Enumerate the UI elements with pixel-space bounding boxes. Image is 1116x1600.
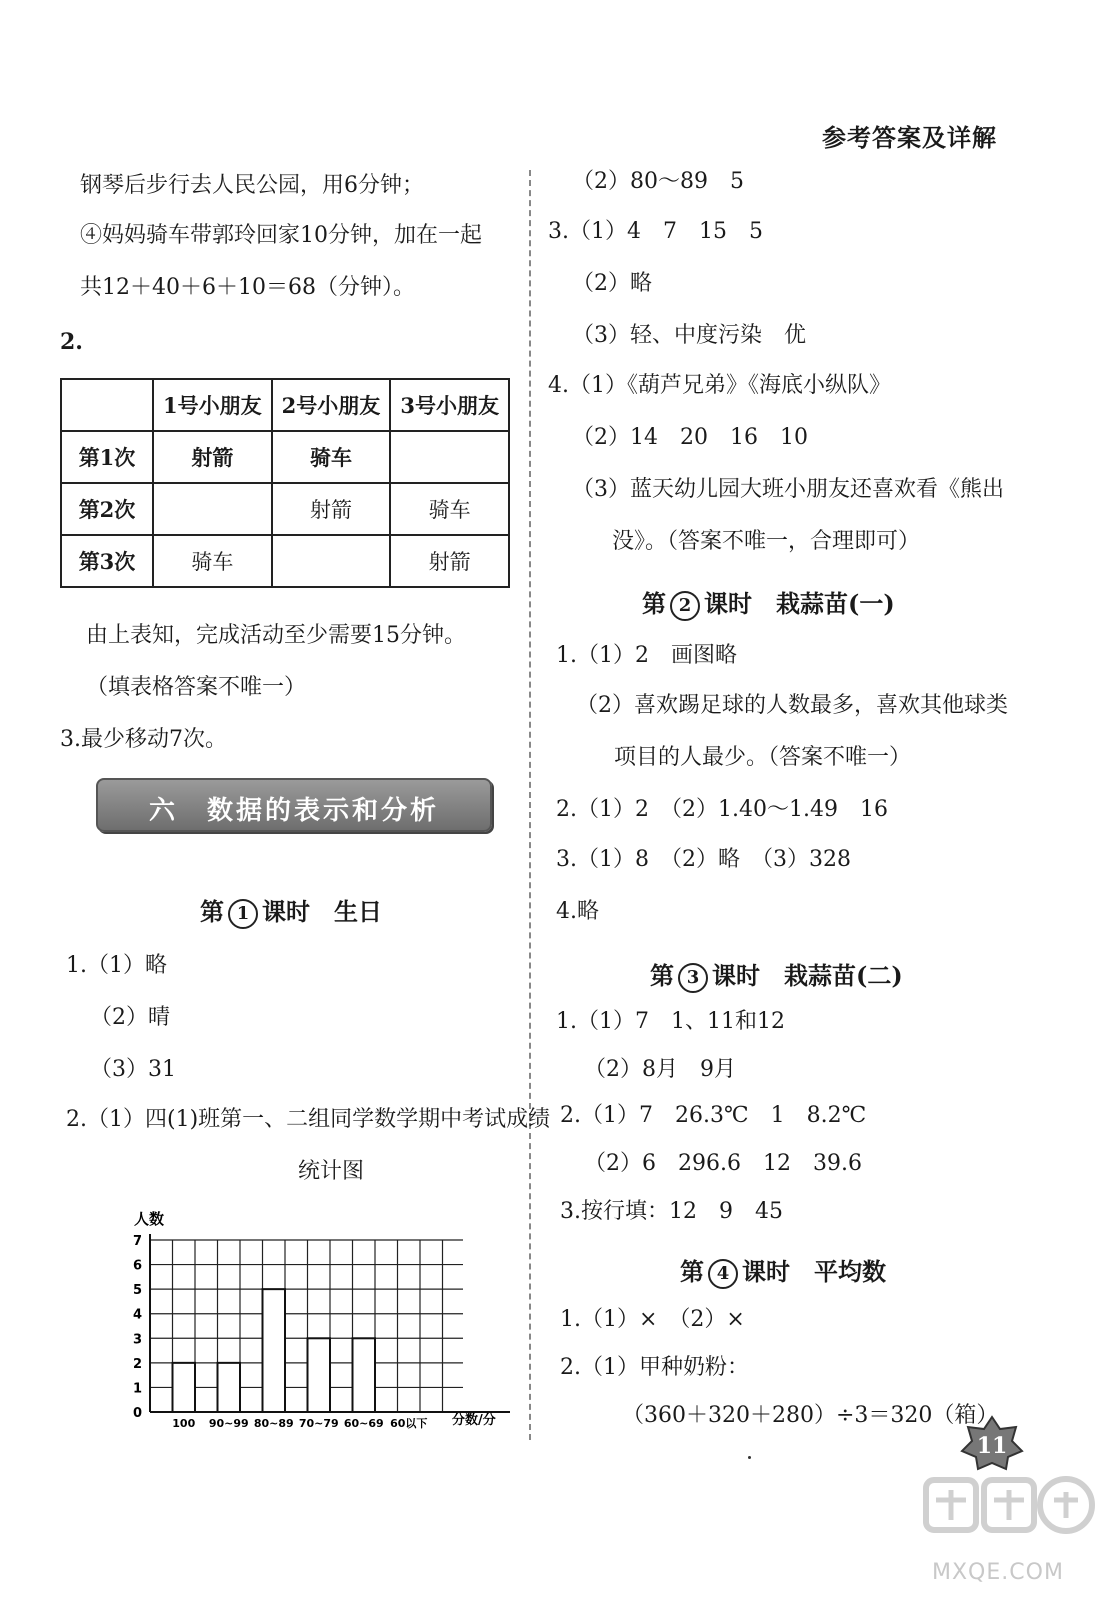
lesson-title	[650, 956, 903, 993]
text-line: 1.（1）× （2）×	[560, 1307, 745, 1332]
table-row	[61, 431, 509, 483]
table-cell	[153, 483, 272, 535]
text-line: （360＋320＋280）÷3＝320（箱）	[622, 1403, 999, 1428]
y-tick-label: 1	[132, 1381, 142, 1397]
text-line: ④妈妈骑车带郭玲回家10分钟，加在一起	[80, 223, 482, 248]
text-line: 项目的人最少。（答案不唯一）	[614, 745, 912, 770]
text-line: 没》。（答案不唯一，合理即可）	[612, 529, 921, 554]
lesson-name: 平均数	[814, 1257, 886, 1286]
text-line: 由上表知，完成活动至少需要15分钟。	[86, 623, 466, 648]
lesson-suffix: 课时	[262, 897, 310, 926]
bar-chart	[120, 1206, 520, 1436]
text-line: 3.（1）4 7 15 5	[548, 219, 763, 244]
y-tick-label: 6	[132, 1258, 142, 1274]
lesson-name: 栽蒜苗(二)	[784, 961, 903, 990]
page-header: 参考答案及详解	[822, 123, 997, 152]
table-cell: 射箭	[272, 483, 391, 535]
x-axis-label: 分数/分	[452, 1413, 496, 1428]
bar	[263, 1289, 286, 1412]
question-number: 2.	[60, 329, 83, 355]
text-line: 1.（1）2 画图略	[556, 643, 737, 668]
row-header: 第1次	[61, 431, 153, 483]
page-number-badge	[960, 1415, 1024, 1471]
section-banner	[96, 778, 492, 832]
lesson-title	[680, 1252, 886, 1289]
y-tick-label: 4	[132, 1307, 142, 1323]
x-tick-label: 70~79	[298, 1417, 339, 1430]
table-cell: 骑车	[272, 431, 391, 483]
x-tick-labels	[172, 1416, 427, 1430]
text-line: 1.（1）略	[66, 953, 167, 978]
lesson-prefix: 第	[650, 961, 674, 990]
note-text: （填表格答案不唯一）	[86, 675, 307, 700]
text-line: 共12＋40＋6＋10＝68（分钟）。	[80, 275, 415, 300]
schedule-table	[60, 378, 510, 588]
table-header-row	[61, 379, 509, 431]
text-line: （2）晴	[90, 1005, 170, 1030]
text-line: （2）8月 9月	[584, 1057, 736, 1082]
text-line: 钢琴后步行去人民公园，用6分钟；	[80, 173, 424, 198]
lesson-prefix: 第	[642, 589, 666, 618]
y-tick-label: 7	[132, 1234, 142, 1249]
x-tick-label: 90~99	[208, 1417, 249, 1430]
lesson-prefix: 第	[680, 1257, 704, 1286]
y-tick-label: 5	[132, 1283, 142, 1299]
bar	[308, 1338, 331, 1412]
table-header-cell: 1号小朋友	[153, 379, 272, 431]
watermark-text: MXQE.COM	[932, 1560, 1064, 1585]
text-line: 3.最少移动7次。	[60, 727, 227, 752]
chart-bars	[173, 1289, 376, 1412]
y-axis-label: 人数	[134, 1210, 165, 1228]
text-line: 2.（1）甲种奶粉：	[560, 1355, 749, 1380]
text-line: 4.略	[556, 899, 599, 924]
row-header: 第2次	[61, 483, 153, 535]
lesson-suffix: 课时	[704, 589, 752, 618]
column-divider	[529, 170, 531, 1440]
lesson-title	[642, 584, 895, 621]
y-tick-labels	[133, 1234, 142, 1421]
lesson-number-circle: 1	[228, 899, 258, 929]
table-cell: 射箭	[390, 535, 509, 587]
text-line: 3.（1）8 （2）略 （3）328	[556, 847, 851, 872]
table-cell	[272, 535, 391, 587]
text-line: （2）80～89 5	[572, 169, 744, 194]
y-tick-label: 0	[132, 1406, 142, 1421]
table-header-cell: 3号小朋友	[390, 379, 509, 431]
table-row	[61, 535, 509, 587]
text-line: （2）喜欢踢足球的人数最多，喜欢其他球类	[576, 693, 1008, 718]
page-number: 11	[976, 1433, 1008, 1459]
y-tick-label: 3	[132, 1332, 142, 1348]
text-line: （2）14 20 16 10	[572, 425, 808, 450]
lesson-title	[200, 892, 382, 929]
bar	[173, 1363, 196, 1412]
chart-caption: 统计图	[298, 1159, 365, 1184]
row-header: 第3次	[61, 535, 153, 587]
lesson-suffix: 课时	[712, 961, 760, 990]
section-title: 六 数据的表示和分析	[148, 796, 439, 826]
table-cell: 骑车	[390, 483, 509, 535]
text-line: 1.（1）7 1、11和12	[556, 1009, 785, 1034]
text-line: 2.（1）四(1)班第一、二组同学数学期中考试成绩	[66, 1107, 551, 1132]
lesson-name: 栽蒜苗(一)	[776, 589, 895, 618]
lesson-number-circle: 3	[678, 963, 708, 993]
text-line: （3）31	[90, 1057, 176, 1082]
text-line: 4.（1）《葫芦兄弟》《海底小纵队》	[548, 373, 891, 398]
bar	[353, 1338, 376, 1412]
text-line: （3）轻、中度污染 优	[572, 323, 806, 348]
table-row	[61, 483, 509, 535]
table-cell: 射箭	[153, 431, 272, 483]
table-cell	[61, 379, 153, 431]
x-tick-label: 100	[172, 1417, 196, 1430]
text-line: 3.按行填：12 9 45	[560, 1199, 783, 1224]
text-line: （2）略	[572, 271, 652, 296]
lesson-prefix: 第	[200, 897, 224, 926]
x-tick-label: 60~69	[343, 1417, 384, 1430]
text-line: 2.（1）7 26.3℃ 1 8.2℃	[560, 1103, 867, 1128]
stray-dot	[748, 1456, 751, 1459]
text-line: （3）蓝天幼儿园大班小朋友还喜欢看《熊出	[572, 477, 1004, 502]
text-line: （2）6 296.6 12 39.6	[584, 1151, 862, 1176]
x-tick-label: 60以下	[390, 1417, 428, 1430]
text-line: 2.（1）2 （2）1.40～1.49 16	[556, 797, 888, 822]
lesson-name: 生日	[334, 897, 382, 926]
lesson-number-circle: 2	[670, 591, 700, 621]
lesson-number-circle: 4	[708, 1259, 738, 1289]
bar	[218, 1363, 241, 1412]
table-cell	[390, 431, 509, 483]
table-header-cell: 2号小朋友	[272, 379, 391, 431]
table-cell: 骑车	[153, 535, 272, 587]
lesson-suffix: 课时	[742, 1257, 790, 1286]
y-tick-label: 2	[132, 1356, 142, 1372]
x-tick-label: 80~89	[253, 1417, 294, 1430]
